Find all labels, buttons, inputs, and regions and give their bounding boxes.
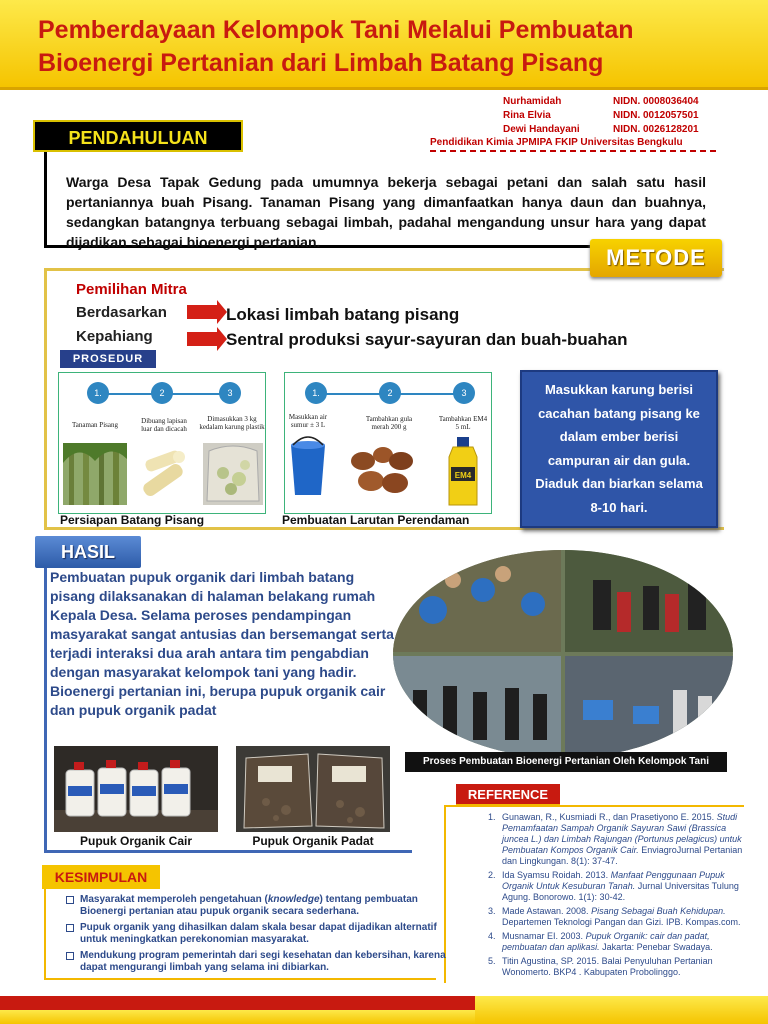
reference-heading: REFERENCE — [456, 784, 560, 806]
reference-item: 5. Titin Agustina, SP. 2015. Balai Penyuluhan Pertanian Wonomerto. BKP4 . Kabupaten Probolinggo. — [488, 956, 713, 977]
panel-2-caption: Pembuatan Larutan Perendaman — [282, 513, 470, 527]
solid-fertilizer-photo — [236, 746, 390, 832]
step-number: 3 — [453, 382, 475, 404]
prosedur-panel-2 — [284, 372, 492, 514]
kesimpulan-heading: KESIMPULAN — [42, 865, 160, 889]
poster-title — [38, 14, 738, 80]
metode-heading: METODE — [590, 239, 722, 277]
kesimpulan-item: Pupuk organik yang dihasilkan dalam skala besar dapat dijadikan alternatif untuk meningkatkan perekonomian masyarakat. — [66, 922, 456, 946]
footer-bar-yellow-left — [0, 1010, 475, 1024]
activity-photos — [393, 550, 733, 758]
footer-bar-yellow — [475, 996, 768, 1024]
criteria-value-2: Sentral produksi sayur-sayuran dan buah-buahan — [226, 330, 628, 349]
reference-item: 3. Made Astawan. 2008. Pisang Sebagai Buah Kehidupan. Departemen Teknologi Pangan dan Gizi. IPB. Kompas.com. — [488, 906, 741, 927]
author-name-3: Dewi Handayani — [503, 124, 580, 135]
title-line-2: Bioenergi Pertanian dari Limbah Batang Pisang — [38, 49, 604, 77]
banana-tree-photo — [63, 443, 127, 505]
author-nidn-2: NIDN. 0012057501 — [613, 110, 699, 121]
liquid-fertilizer-photo — [54, 746, 218, 832]
step-number: 1. — [87, 382, 109, 404]
step-number: 2 — [151, 382, 173, 404]
step-caption: Tambahkan EM4 5 mL — [438, 415, 488, 431]
criteria-value-1: Lokasi limbah batang pisang — [226, 305, 460, 324]
criteria-key-2: Kepahiang — [76, 328, 153, 345]
reference-item: 4. Musnamar EI. 2003. Pupuk Organik: cair dan padat, pembuatan dan aplikasi. Jakarta: Penebar Swadaya. — [488, 931, 713, 952]
author-nidn-3: NIDN. 0026128201 — [613, 124, 699, 135]
panel-1-caption: Persiapan Batang Pisang — [60, 513, 205, 527]
solid-fertilizer-caption: Pupuk Organik Padat — [252, 834, 374, 848]
palm-sugar-photo — [345, 439, 419, 499]
step-caption: Dibuang lapisan luar dan dicacah — [141, 417, 187, 433]
liquid-fertilizer-caption: Pupuk Organik Cair — [79, 834, 193, 848]
prosedur-heading: PROSEDUR — [60, 350, 156, 368]
title-line-1: Pemberdayaan Kelompok Tani Melalui Pembuatan — [38, 16, 634, 44]
step-number: 1. — [305, 382, 327, 404]
chopped-stem-bag-photo — [203, 443, 263, 505]
reference-item: 2. Ida Syamsu Roidah. 2013. Manfaat Penggunaan Pupuk Organik Untuk Kesuburan Tanah. Jurnal Universitas Tulung Agung. Bonorowo. 1(1): 30-42. — [488, 870, 739, 902]
hasil-heading: HASIL — [35, 536, 141, 568]
kesimpulan-item: Mendukung program pemerintah dari segi kesehatan dan kebersihan, karena dapat mengurangi limbah yang selama ini dibiarkan. — [66, 950, 456, 974]
em4-bottle-icon — [443, 437, 483, 507]
affiliation: Pendidikan Kimia JPMIPA FKIP Universitas Bengkulu — [430, 137, 716, 152]
reference-list — [488, 812, 744, 978]
pendahuluan-text: Warga Desa Tapak Gedung pada umumnya bekerja sebagai petani dan salah satu hasil pertaniannya buah Pisang. Tanaman Pisang yang dimanfaatkan hanya daun dan buahnya, sedangkan batangnya terbuang sebagai limbah, padahal mengandung unsur hara yang dapat dijadikan sebagai bioenergi pertanian. — [66, 174, 706, 250]
step-caption: Dimasukkan 3 kg kedalam karung plastik — [199, 415, 265, 431]
footer-bar-red — [0, 996, 475, 1010]
checkbox-bullet-icon — [66, 952, 74, 960]
author-name-1: Nurhamidah — [503, 96, 562, 107]
step-caption: Masukkan air sumur ± 3 L — [288, 413, 328, 429]
criteria-key-1: Berdasarkan — [76, 304, 167, 321]
step-caption: Tambahkan gula merah 200 g — [365, 415, 413, 431]
mitra-title: Pemilihan Mitra — [76, 281, 187, 298]
step-number: 3 — [219, 382, 241, 404]
pendahuluan-heading: PENDAHULUAN — [33, 120, 243, 152]
banana-stem-photo — [135, 443, 193, 505]
kesimpulan-list — [66, 894, 456, 974]
author-nidn-1: NIDN. 0008036404 — [613, 96, 699, 107]
water-bucket-icon — [287, 435, 329, 499]
arrow-right-icon — [187, 332, 217, 346]
prosedur-panel-1 — [58, 372, 266, 514]
activity-photo-collage — [393, 550, 733, 758]
author-name-2: Rina Elvia — [503, 110, 551, 121]
checkbox-bullet-icon — [66, 896, 74, 904]
hasil-text: Pembuatan pupuk organik dari limbah batang pisang dilaksanakan di halaman belakang rumah Kepala Desa. Selama peroses pendampingan masyarakat sangat antusias dan bersemangat serta terjadi interaksi dua arah antara tim pengabdian dengan masyarakat kelompok tani yang hadir. Bioenergi pertanian ini, berupa pupuk organik cair dan pupuk organik padat — [50, 569, 394, 718]
metode-note: Masukkan karung berisi cacahan batang pisang ke dalam ember berisi campuran air dan gula. Diaduk dan biarkan selama 8-10 hari. — [520, 370, 718, 528]
arrow-right-icon — [187, 305, 217, 319]
reference-item: 1. Gunawan, R., Kusmiadi R., dan Prasetiyono E. 2015. Studi Pemamfaatan Sampah Organik Sayuran Sawi (Brassica juncea L.) dan Limbah Rajungan (Portunus pelagicus) untuk Pembuatan Kompos Organik Cair. EnviagroJurnal Pertanian dan Lingkungan. 8(1): 37-47. — [488, 812, 743, 866]
step-caption: Tanaman Pisang — [72, 421, 118, 429]
activity-photo-caption: Proses Pembuatan Bioenergi Pertanian Oleh Kelompok Tani — [405, 752, 727, 772]
kesimpulan-item: Masyarakat memperoleh pengetahuan (knowledge) tentang pembuatan Bioenergi pertanian atau pupuk organik secara sederhana. — [66, 894, 456, 918]
checkbox-bullet-icon — [66, 924, 74, 932]
em4-label: EM4 — [454, 471, 472, 480]
step-number: 2 — [379, 382, 401, 404]
